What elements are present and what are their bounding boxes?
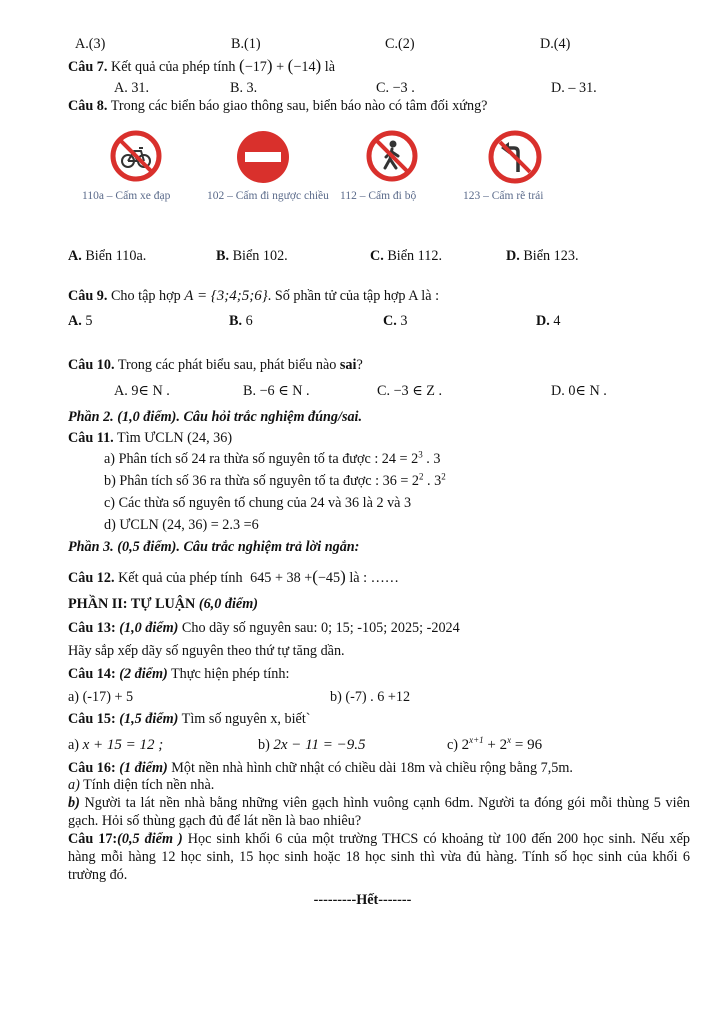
sign-caption-102: 102 – Cấm đi ngược chiều	[207, 190, 329, 202]
sign-caption-110a: 110a – Cấm xe đạp	[82, 190, 171, 202]
q8-question	[68, 98, 487, 116]
q7-question: Câu 7. Kết quả của phép tính (−17) + (−14) là	[68, 56, 336, 75]
q15-item-c: c) $2^{x+1} + 2^x = 96$	[447, 735, 543, 753]
q17-question: Câu 17:(0,5 điểm ) Học sinh khối 6 của một trường THCS có khoảng từ 100 đến 200 học sinh. Nếu xếp hàng mỗi hàng 12 học sinh, 15 học sinh hoặc 18 học sinh thì vừa đủ hàng. Tính số học sinh của khối 6 trường đó.	[68, 831, 690, 883]
q9-option-b: B. 6	[229, 313, 253, 329]
q9-text-after: . Số phần tử của tập hợp A là :	[267, 288, 440, 304]
q12-question: Câu 12. Kết quả của phép tính 645 + 38 +(−45) là : ……	[68, 567, 399, 586]
sign-caption-123: 123 – Cấm rẽ trái	[463, 190, 544, 202]
q7-option-b: B. 3.	[230, 80, 258, 96]
q10-option-d: D. 0∈ N .	[551, 383, 607, 399]
q9-option-a: A. 5	[68, 313, 93, 329]
q8-option-b: B. Biển 102.	[216, 248, 288, 264]
q8-option-a: A. Biển 110a.	[68, 248, 147, 264]
q8-option-c: C. Biển 112.	[370, 248, 442, 264]
no-pedestrian-sign-icon	[366, 130, 418, 182]
q7-option-a: A. 31.	[114, 80, 150, 96]
q15-item-b: b) 2x − 11 = −9.5	[258, 737, 366, 753]
q12-expr-neg: −45	[317, 570, 341, 586]
q6-option-a: A.(3)	[75, 36, 106, 52]
q14-item-b: b) (-7) . 6 +12	[330, 689, 411, 705]
q11-label: Câu 11.	[68, 430, 114, 446]
q8-text: Trong các biển báo giao thông sau, biển báo nào có tâm đối xứng?	[110, 98, 488, 114]
q10-emph: sai	[339, 357, 357, 373]
q11-item-b: b) Phân tích số 36 ra thừa số nguyên tố ta được : $36 = 2^2$ . $3^2$	[104, 471, 446, 489]
no-entry-sign-icon	[236, 130, 290, 184]
q16-item-a: a) Tính diện tích nền nhà.	[68, 777, 215, 793]
q12-label: Câu 12.	[68, 570, 115, 586]
q10-option-c: C. −3 ∈ Z .	[377, 383, 443, 399]
q15-item-a: a) x + 15 = 12 ;	[68, 737, 164, 753]
part3-title: Phần 3. (0,5 điểm). Câu trắc nghiệm trả lời ngắn:	[68, 539, 360, 555]
q7-expr-a: −17	[244, 59, 267, 75]
q9-question	[68, 287, 439, 306]
q8-option-d: D. Biển 123.	[506, 248, 579, 264]
no-left-turn-sign-icon	[488, 130, 542, 184]
q7-text-after: là	[324, 59, 336, 75]
q7-text: Kết quả của phép tính	[110, 59, 236, 75]
q9-option-d: D. 4	[536, 313, 561, 329]
q16-item-b: b) Người ta lát nền nhà bằng những viên gạch hình vuông cạnh 6dm. Người ta đóng gói mỗi thùng 5 viên gạch. Hỏi số thùng gạch đủ để lát nền là bao nhiêu?	[68, 795, 690, 829]
q11-text: Tìm ƯCLN (24, 36)	[117, 430, 233, 446]
q11-item-c: c) Các thừa số nguyên tố chung của 24 và 36 là 2 và 3	[104, 495, 412, 511]
q10-text: Trong các phát biểu sau, phát biểu nào	[117, 357, 337, 373]
sign-caption-112: 112 – Cấm đi bộ	[340, 190, 417, 202]
q10-label: Câu 10.	[68, 357, 115, 373]
q10-option-b: B. −6 ∈ N .	[243, 383, 310, 399]
q11-question	[68, 430, 232, 448]
end-marker: ---------Hết-------	[313, 892, 412, 908]
no-bicycle-sign-icon	[110, 130, 162, 182]
q9-label: Câu 9.	[68, 288, 108, 304]
q10-question: Câu 10. Trong các phát biểu sau, phát biểu nào sai?	[68, 357, 363, 373]
q15-question: Câu 15: (1,5 điểm) Tìm số nguyên x, biết`	[68, 711, 311, 727]
q14-item-a: a) (-17) + 5	[68, 689, 134, 705]
q6-option-b: B.(1)	[231, 36, 261, 52]
q9-text: Cho tập hợp	[110, 288, 181, 304]
q7-expr-plus: +	[276, 59, 285, 75]
q6-option-c: C.(2)	[385, 36, 415, 52]
q12-text-after: là : ……	[349, 570, 399, 586]
q10-option-a: A. 9∈ N .	[114, 383, 170, 399]
q11-item-a: a) Phân tích số 24 ra thừa số nguyên tố ta được : $24 = 2^3$ . 3	[104, 449, 441, 467]
q9-option-c: C. 3	[383, 313, 408, 329]
q8-label: Câu 8.	[68, 98, 108, 114]
q16-question: Câu 16: (1 điểm) Một nền nhà hình chữ nhật có chiều dài 18m và chiều rộng bằng 7,5m.	[68, 760, 573, 776]
part-ii-title: PHẦN II: TỰ LUẬN (6,0 điểm)	[68, 596, 258, 612]
q11-item-d: d) ƯCLN (24, 36) = 2.3 =6	[104, 517, 259, 533]
q7-option-d: D. – 31.	[551, 80, 597, 96]
q9-set-expr: A = {3;4;5;6}	[184, 288, 268, 304]
q13-question: Câu 13: (1,0 điểm) Cho dãy số nguyên sau: 0; 15; -105; 2025; -2024	[68, 620, 460, 636]
q6-option-d: D.(4)	[540, 36, 571, 52]
q7-label: Câu 7.	[68, 59, 108, 75]
q7-expr-b: −14	[293, 59, 316, 75]
q14-question: Câu 14: (2 điểm) Thực hiện phép tính:	[68, 666, 290, 682]
q7-option-c: C. −3 .	[376, 80, 415, 96]
q13-line2: Hãy sắp xếp dãy số nguyên theo thứ tự tăng dần.	[68, 643, 345, 659]
q12-expr: 645 + 38 +	[250, 570, 313, 586]
part2-title: Phần 2. (1,0 điểm). Câu hỏi trắc nghiệm đúng/sai.	[68, 409, 363, 425]
q12-text: Kết quả của phép tính	[118, 570, 243, 586]
